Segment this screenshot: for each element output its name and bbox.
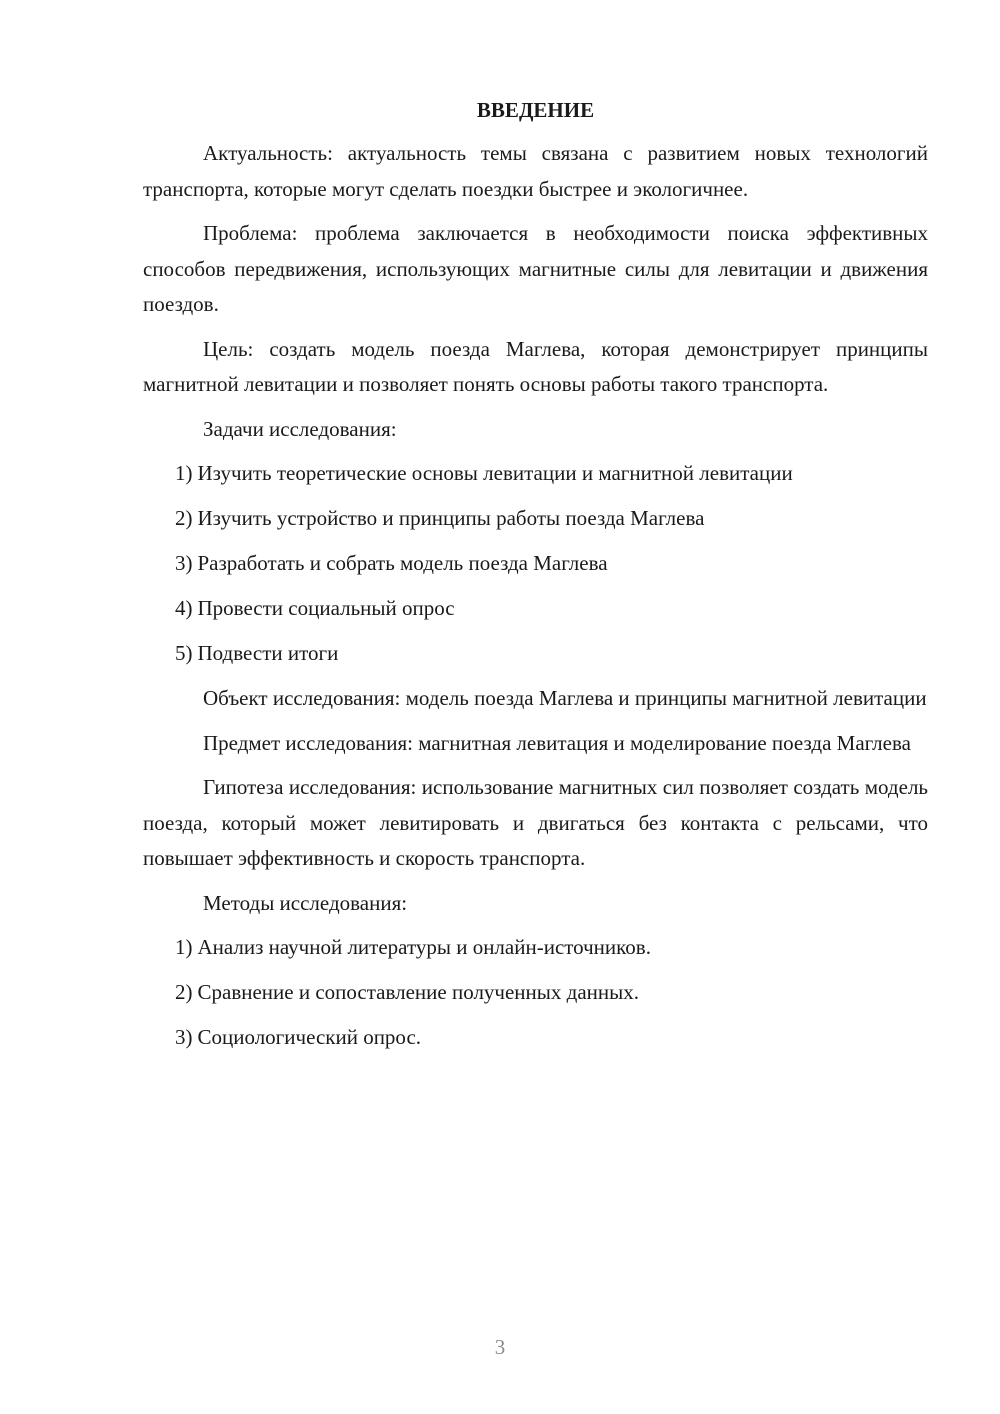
section-title: ВВЕДЕНИЕ — [476, 98, 595, 122]
list-item — [143, 930, 928, 966]
list-item — [143, 975, 928, 1011]
list-item-text: Социологический опрос. — [197, 1025, 422, 1049]
list-item — [143, 636, 928, 672]
list-item-text: Анализ научной литературы и онлайн-источников. — [197, 935, 651, 959]
list-item — [143, 1020, 928, 1056]
list-item-text: Изучить устройство и принципы работы поезда Маглева — [197, 506, 705, 530]
object-paragraph: Объект исследования: модель поезда Маглева и принципы магнитной левитации — [203, 686, 927, 710]
page-content — [143, 93, 928, 1065]
list-item-number: 5) — [175, 641, 193, 665]
list-item-text: Сравнение и сопоставление полученных данных. — [197, 980, 639, 1004]
hypothesis-paragraph: Гипотеза исследования: использование магнитных сил позволяет создать модель поезда, который может левитировать и двигаться без контакта с рельсами, что повышает эффективность и скорость транспорта. — [143, 775, 928, 870]
list-item-text: Подвести итоги — [197, 641, 339, 665]
problem-paragraph: Проблема: проблема заключается в необходимости поиска эффективных способов передвижения, использующих магнитные силы для левитации и движения поездов. — [143, 221, 928, 316]
list-item-number: 2) — [175, 980, 193, 1004]
list-item-number: 4) — [175, 596, 193, 620]
list-item-number: 1) — [175, 935, 193, 959]
list-item-text: Провести социальный опрос — [197, 596, 455, 620]
methods-heading: Методы исследования: — [203, 890, 408, 915]
list-item-number: 3) — [175, 1025, 193, 1049]
list-item-text: Разработать и собрать модель поезда Маглева — [197, 551, 608, 575]
relevance-paragraph: Актуальность: актуальность темы связана с развитием новых технологий транспорта, которые могут сделать поездки быстрее и экологичнее. — [143, 141, 928, 201]
list-item — [143, 501, 928, 537]
list-item — [143, 456, 928, 492]
goal-paragraph: Цель: создать модель поезда Маглева, которая демонстрирует принципы магнитной левитации и позволяет понять основы работы такого транспорта. — [143, 336, 928, 396]
tasks-list — [143, 456, 928, 672]
list-item — [143, 591, 928, 627]
list-item-text: Изучить теоретические основы левитации и магнитной левитации — [197, 461, 793, 485]
page-number: 3 — [494, 1335, 506, 1359]
list-item-number: 1) — [175, 461, 193, 485]
list-item-number: 3) — [175, 551, 193, 575]
list-item-number: 2) — [175, 506, 193, 530]
methods-list — [143, 930, 928, 1056]
list-item — [143, 546, 928, 582]
tasks-heading: Задачи исследования: — [203, 416, 397, 441]
subject-paragraph: Предмет исследования: магнитная левитация и моделирование поезда Маглева — [203, 730, 911, 755]
